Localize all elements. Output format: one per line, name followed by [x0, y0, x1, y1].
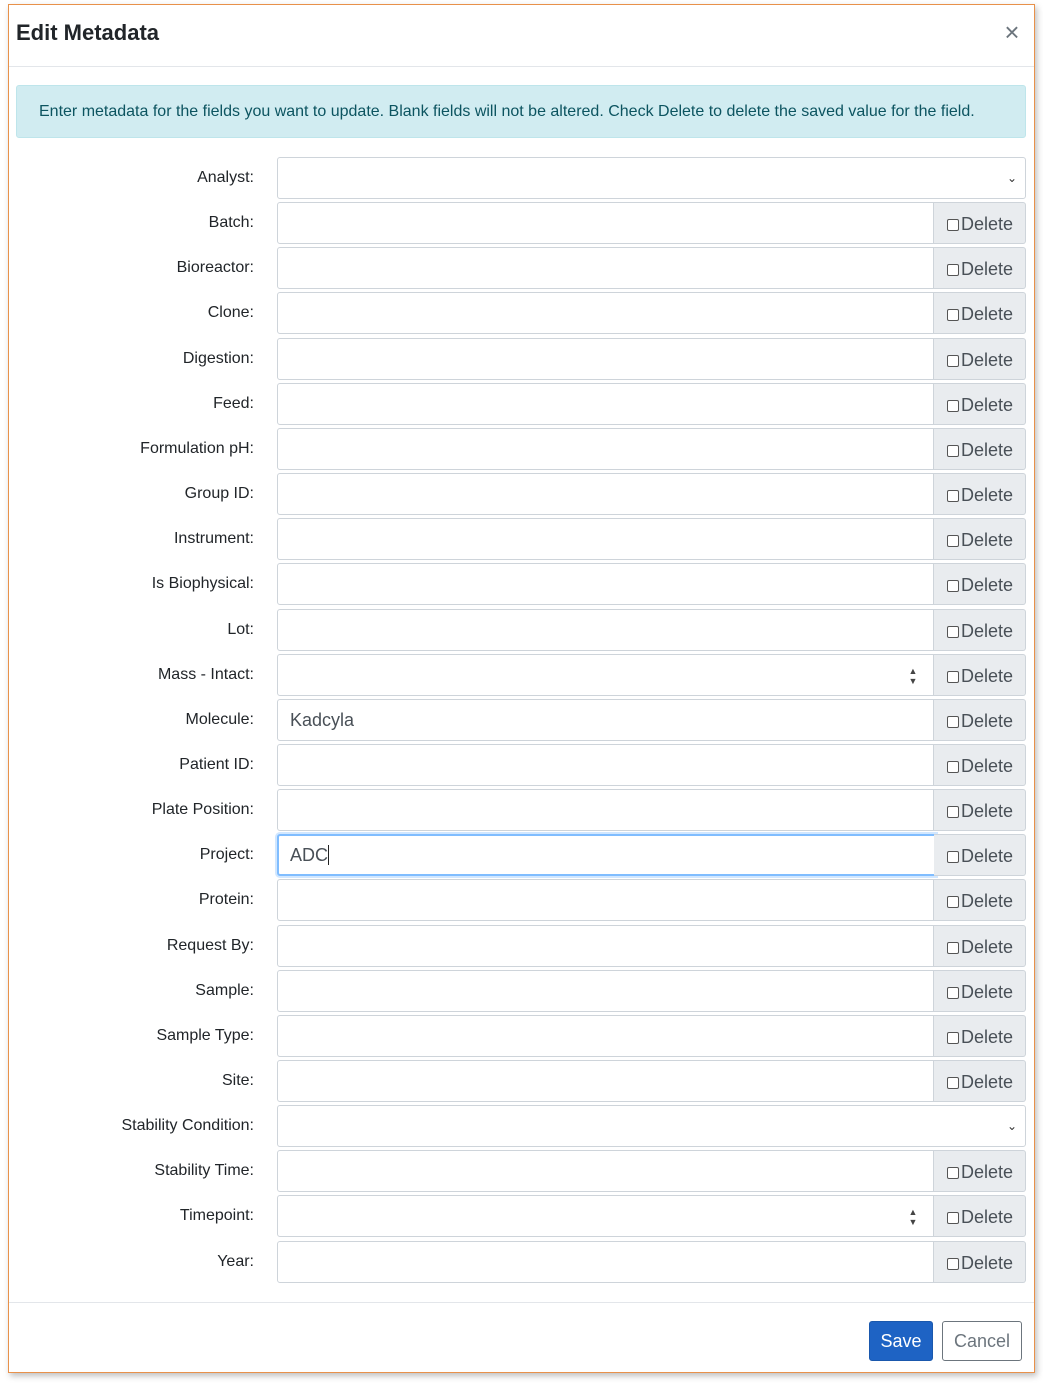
field-row-formulation-ph: [9, 428, 1034, 470]
lot-input[interactable]: [277, 609, 934, 651]
instrument-input[interactable]: [277, 518, 934, 560]
delete-label: Delete: [961, 937, 1014, 957]
delete-toggle[interactable]: [934, 563, 1026, 605]
delete-toggle[interactable]: [934, 428, 1026, 470]
field-label: Sample Type:: [156, 1027, 254, 1044]
formulation-ph-input[interactable]: [277, 428, 934, 470]
field-label: Stability Condition:: [121, 1117, 254, 1134]
patient-id-input[interactable]: [277, 744, 934, 786]
field-label: Sample:: [195, 982, 254, 999]
field-row-sample: [9, 970, 1034, 1012]
delete-label: Delete: [961, 711, 1014, 731]
delete-toggle[interactable]: [934, 1150, 1026, 1192]
field-row-lot: [9, 609, 1034, 651]
delete-toggle[interactable]: [934, 925, 1026, 967]
sample-type-input[interactable]: [277, 1015, 934, 1057]
delete-label: Delete: [961, 395, 1014, 415]
delete-toggle[interactable]: [934, 654, 1026, 696]
delete-checkbox[interactable]: [947, 942, 959, 954]
delete-toggle[interactable]: [934, 202, 1026, 244]
delete-checkbox[interactable]: [947, 580, 959, 592]
delete-label: Delete: [961, 846, 1014, 866]
delete-label: Delete: [961, 214, 1014, 234]
save-button[interactable]: Save: [869, 1321, 933, 1361]
delete-toggle[interactable]: [934, 473, 1026, 515]
edit-metadata-dialog: [8, 4, 1035, 1373]
bioreactor-input[interactable]: [277, 247, 934, 289]
delete-label: Delete: [961, 801, 1014, 821]
field-label: Analyst:: [197, 169, 254, 186]
field-label: Year:: [217, 1253, 254, 1270]
field-row-stability-time: [9, 1150, 1034, 1192]
field-row-group-id: [9, 473, 1034, 515]
delete-toggle[interactable]: [934, 292, 1026, 334]
delete-toggle[interactable]: [934, 834, 1026, 876]
delete-toggle[interactable]: [934, 1015, 1026, 1057]
field-row-bioreactor: [9, 247, 1034, 289]
field-label: Timepoint:: [179, 1207, 254, 1224]
delete-label: Delete: [961, 756, 1014, 776]
field-label: Plate Position:: [151, 801, 254, 818]
delete-label: Delete: [961, 485, 1014, 505]
delete-toggle[interactable]: [934, 1060, 1026, 1102]
delete-toggle[interactable]: [934, 970, 1026, 1012]
spinner-icon[interactable]: ▲ ▼: [908, 1207, 918, 1227]
delete-checkbox[interactable]: [947, 535, 959, 547]
spinner-icon[interactable]: ▲ ▼: [908, 666, 918, 686]
chevron-down-icon: ⌄: [1006, 1119, 1017, 1133]
delete-toggle[interactable]: [934, 383, 1026, 425]
field-value: ADC: [290, 845, 329, 865]
delete-checkbox[interactable]: [947, 219, 959, 231]
delete-checkbox[interactable]: [947, 851, 959, 863]
field-row-plate-position: [9, 789, 1034, 831]
delete-checkbox[interactable]: [947, 1167, 959, 1179]
field-label: Feed:: [213, 395, 254, 412]
field-label: Lot:: [227, 621, 254, 638]
delete-label: Delete: [961, 666, 1014, 686]
timepoint-input[interactable]: [277, 1195, 934, 1237]
delete-checkbox[interactable]: [947, 1077, 959, 1089]
year-input[interactable]: [277, 1241, 934, 1283]
delete-checkbox[interactable]: [947, 987, 959, 999]
field-label: Bioreactor:: [176, 259, 254, 276]
cancel-button[interactable]: Cancel: [942, 1321, 1022, 1361]
delete-checkbox[interactable]: [947, 1212, 959, 1224]
field-label: Request By:: [166, 937, 254, 954]
field-row-is-biophysical: [9, 563, 1034, 605]
modal-title: Edit Metadata: [16, 20, 160, 45]
delete-checkbox[interactable]: [947, 671, 959, 683]
feed-input[interactable]: [277, 383, 934, 425]
stability-condition-select[interactable]: [277, 1105, 1026, 1147]
stability-time-input[interactable]: [277, 1150, 934, 1192]
delete-toggle[interactable]: [934, 609, 1026, 651]
delete-toggle[interactable]: [934, 699, 1026, 741]
field-label: Mass - Intact:: [157, 666, 254, 683]
delete-checkbox[interactable]: [947, 806, 959, 818]
field-label: Digestion:: [182, 350, 254, 367]
delete-label: Delete: [961, 982, 1014, 1002]
info-alert: Enter metadata for the fields you want to update. Blank fields will not be altered. Check Delete to delete the saved value for the field.: [16, 85, 1026, 138]
field-row-patient-id: [9, 744, 1034, 786]
delete-label: Delete: [961, 304, 1014, 324]
field-row-analyst: [9, 157, 1034, 199]
field-label: Clone:: [207, 304, 254, 321]
field-row-request-by: [9, 925, 1034, 967]
delete-checkbox[interactable]: [947, 355, 959, 367]
field-row-site: [9, 1060, 1034, 1102]
field-label: Formulation pH:: [140, 440, 254, 457]
delete-label: Delete: [961, 259, 1014, 279]
field-row-stability-condition: [9, 1105, 1034, 1147]
delete-checkbox[interactable]: [947, 445, 959, 457]
field-row-instrument: [9, 518, 1034, 560]
project-input[interactable]: [277, 834, 936, 876]
close-icon[interactable]: ×: [1004, 17, 1020, 47]
delete-toggle[interactable]: [934, 247, 1026, 289]
delete-label: Delete: [961, 1207, 1014, 1227]
field-row-year: [9, 1241, 1034, 1283]
field-label: Is Biophysical:: [151, 575, 254, 592]
field-row-feed: [9, 383, 1034, 425]
field-row-molecule: [9, 699, 1034, 741]
digestion-input[interactable]: [277, 338, 934, 380]
delete-label: Delete: [961, 891, 1014, 911]
field-value: Kadcyla: [290, 710, 355, 730]
molecule-input[interactable]: [277, 699, 934, 741]
protein-input[interactable]: [277, 879, 934, 921]
field-row-mass-intact: [9, 654, 1034, 696]
delete-label: Delete: [961, 621, 1014, 641]
field-row-batch: [9, 202, 1034, 244]
delete-checkbox[interactable]: [947, 264, 959, 276]
mass-intact-input[interactable]: [277, 654, 934, 696]
batch-input[interactable]: [277, 202, 934, 244]
field-label: Project:: [199, 846, 254, 863]
request-by-input[interactable]: [277, 925, 934, 967]
delete-toggle[interactable]: [934, 338, 1026, 380]
sample-input[interactable]: [277, 970, 934, 1012]
field-label: Batch:: [208, 214, 254, 231]
modal-header: [9, 5, 1034, 67]
field-label: Stability Time:: [154, 1162, 254, 1179]
field-row-timepoint: [9, 1195, 1034, 1237]
delete-toggle[interactable]: [934, 879, 1026, 921]
modal-footer: [9, 1302, 1034, 1374]
delete-checkbox[interactable]: [947, 490, 959, 502]
field-label: Patient ID:: [179, 756, 254, 773]
field-row-protein: [9, 879, 1034, 921]
delete-checkbox[interactable]: [947, 896, 959, 908]
delete-label: Delete: [961, 1253, 1014, 1273]
delete-toggle[interactable]: [934, 1241, 1026, 1283]
delete-checkbox[interactable]: [947, 309, 959, 321]
delete-label: Delete: [961, 440, 1014, 460]
delete-label: Delete: [961, 575, 1014, 595]
group-id-input[interactable]: [277, 473, 934, 515]
delete-checkbox[interactable]: [947, 1258, 959, 1270]
clone-input[interactable]: [277, 292, 934, 334]
field-row-digestion: [9, 338, 1034, 380]
delete-checkbox[interactable]: [947, 1032, 959, 1044]
delete-checkbox[interactable]: [947, 716, 959, 728]
delete-label: Delete: [961, 1027, 1014, 1047]
field-row-project: [9, 834, 1034, 876]
delete-toggle[interactable]: [934, 744, 1026, 786]
plate-position-input[interactable]: [277, 789, 934, 831]
chevron-down-icon: ⌄: [1006, 171, 1017, 185]
delete-label: Delete: [961, 530, 1014, 550]
delete-toggle[interactable]: [934, 518, 1026, 560]
delete-checkbox[interactable]: [947, 761, 959, 773]
field-label: Protein:: [198, 891, 254, 908]
field-label: Site:: [221, 1072, 254, 1089]
field-label: Group ID:: [184, 485, 254, 502]
field-row-sample-type: [9, 1015, 1034, 1057]
field-label: Instrument:: [173, 530, 254, 547]
field-row-clone: [9, 292, 1034, 334]
field-label: Molecule:: [185, 711, 254, 728]
analyst-select[interactable]: [277, 157, 1026, 199]
is-biophysical-input[interactable]: [277, 563, 934, 605]
delete-checkbox[interactable]: [947, 626, 959, 638]
delete-label: Delete: [961, 1072, 1014, 1092]
delete-label: Delete: [961, 350, 1014, 370]
text-cursor: [328, 845, 329, 865]
delete-checkbox[interactable]: [947, 400, 959, 412]
delete-toggle[interactable]: [934, 1195, 1026, 1237]
delete-toggle[interactable]: [934, 789, 1026, 831]
delete-label: Delete: [961, 1162, 1014, 1182]
site-input[interactable]: [277, 1060, 934, 1102]
